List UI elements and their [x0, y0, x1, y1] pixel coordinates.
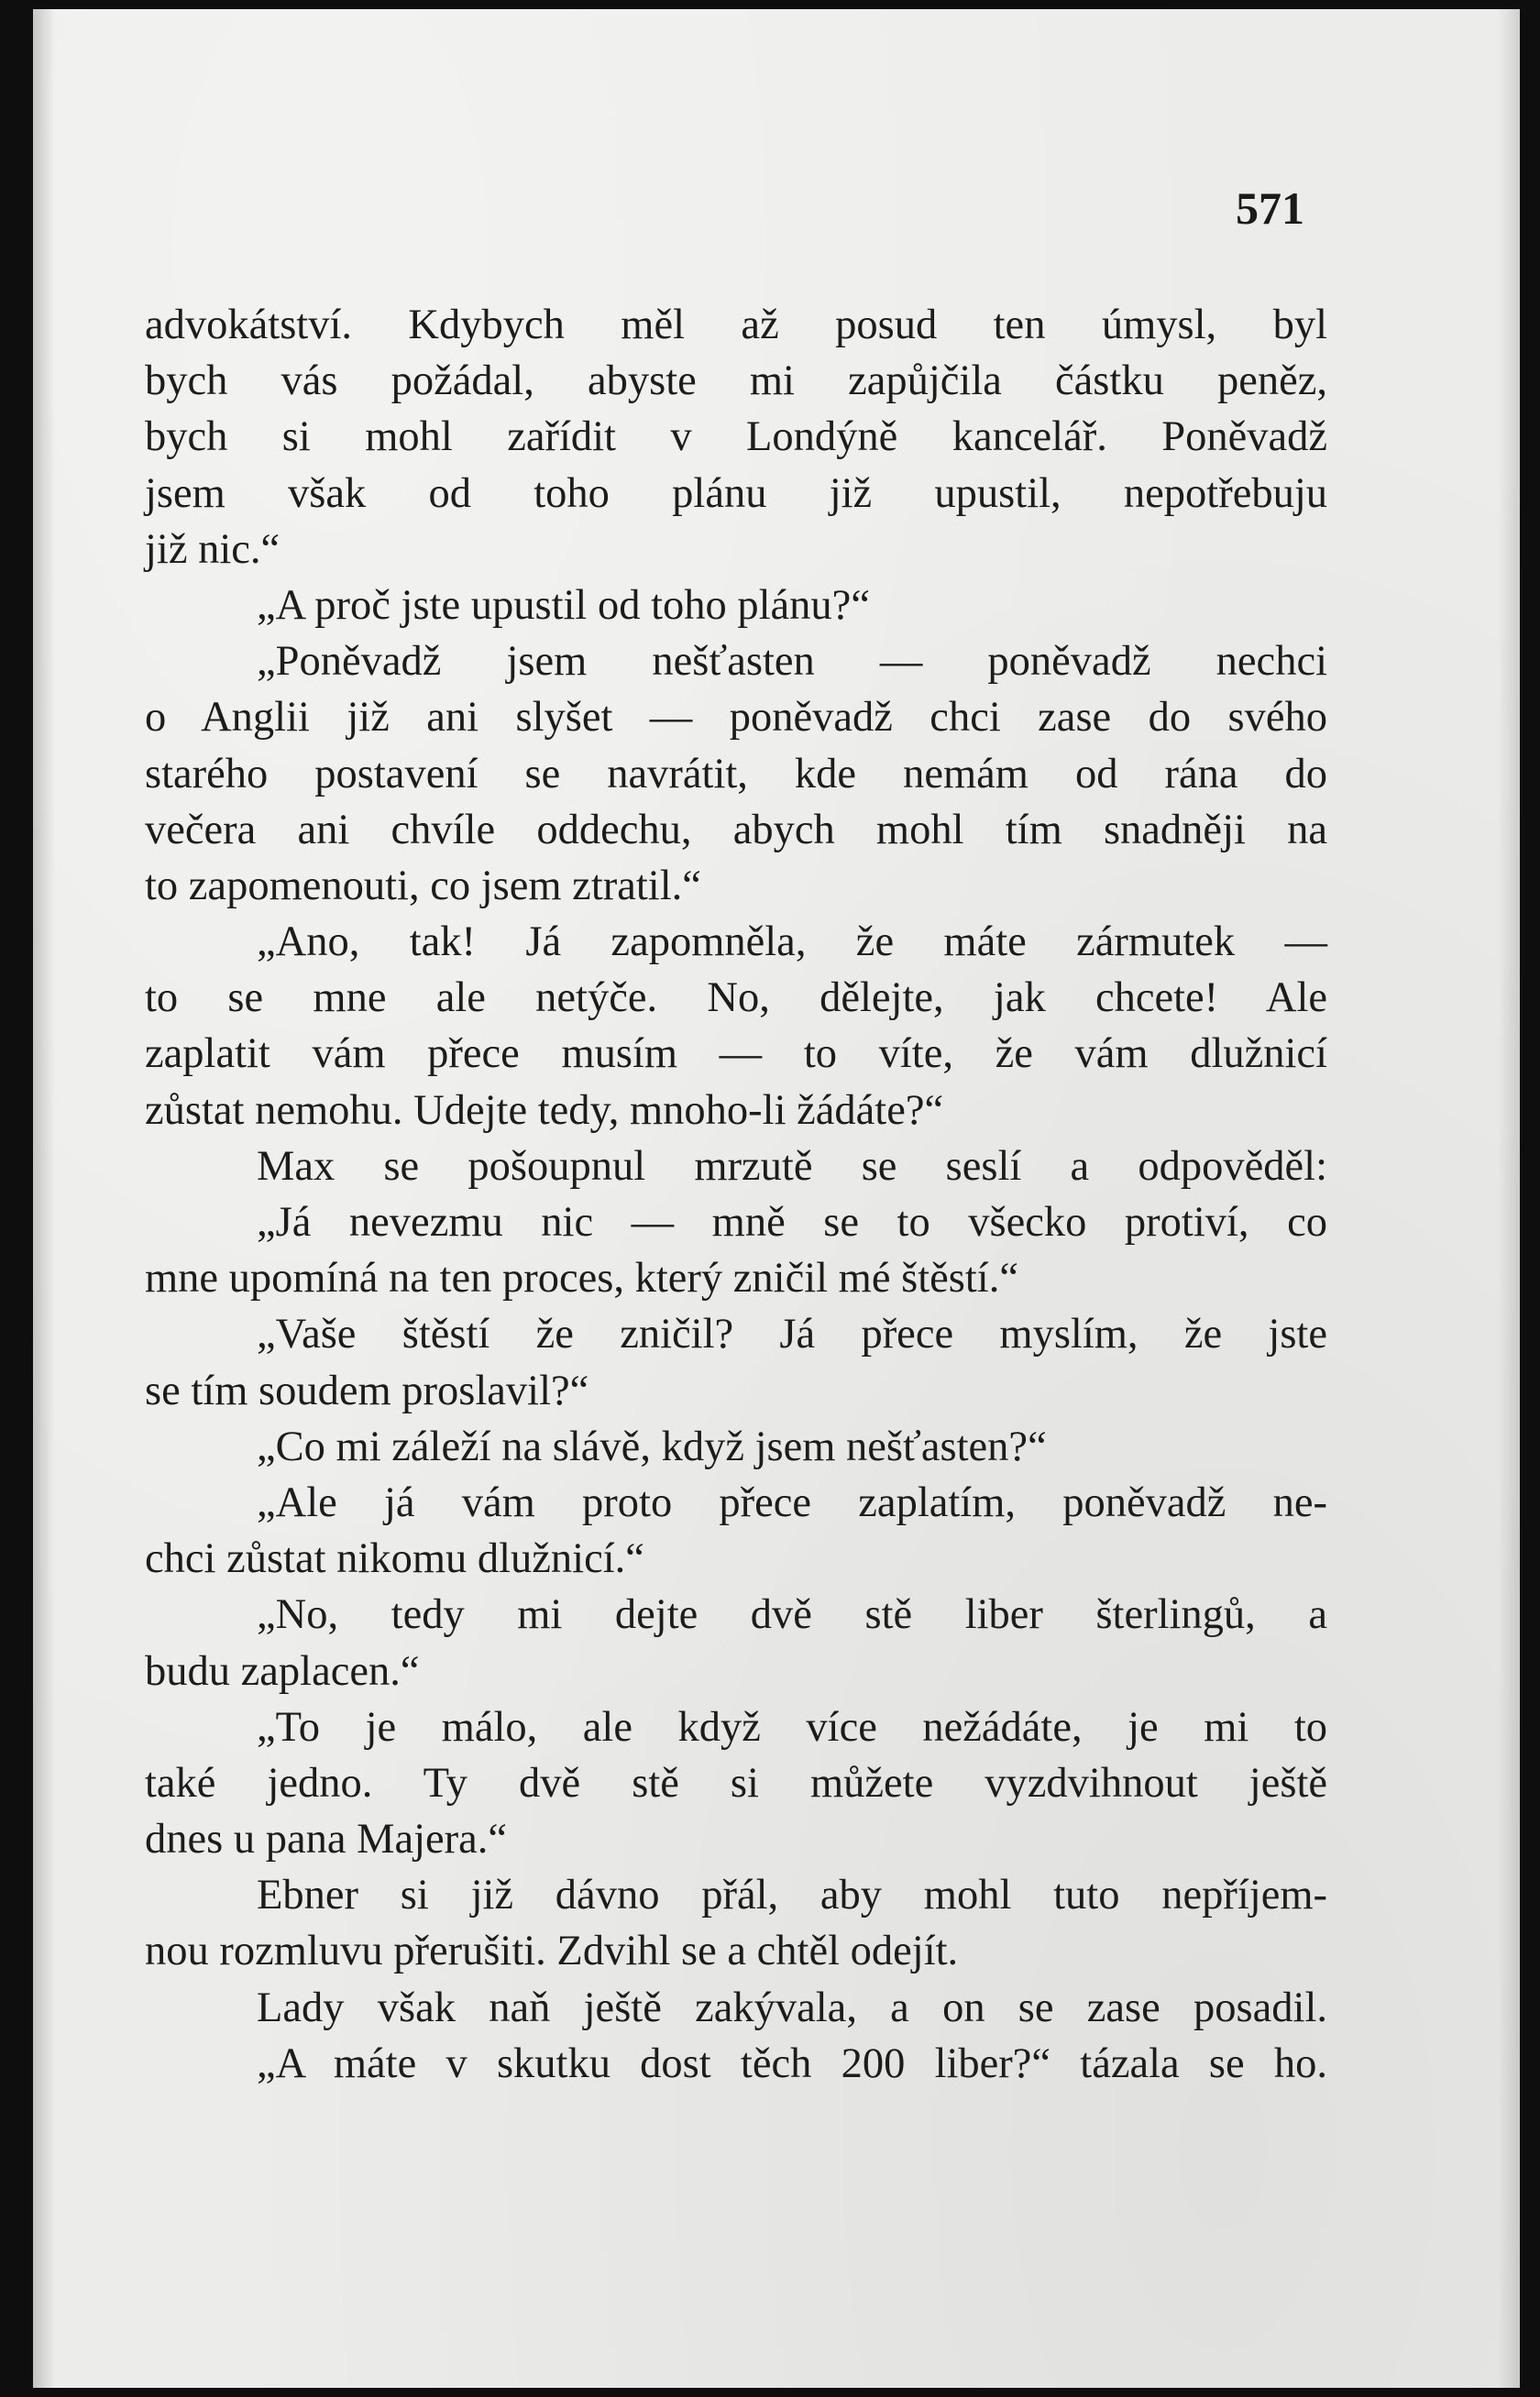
text-line: „A máte v skutku dost těch 200 liber?“ tázala se ho.	[257, 2040, 1327, 2087]
text-line: mne upomíná na ten proces, který zničil mé štěstí.“	[145, 1255, 1018, 1303]
book-page	[33, 9, 1520, 2388]
text-line: „To je málo, ale když více nežádáte, je mi to	[257, 1703, 1327, 1751]
text-line: se tím soudem proslavil?“	[145, 1367, 589, 1414]
text-line: „Vaše štěstí že zničil? Já přece myslím, že jste	[257, 1311, 1327, 1358]
text-line: „Ano, tak! Já zapomněla, že máte zármutek —	[257, 918, 1327, 966]
text-line: budu zaplacen.“	[145, 1647, 420, 1695]
text-line: jsem však od toho plánu již upustil, nepotřebuju	[145, 469, 1327, 517]
text-line: zaplatit vám přece musím — to víte, že vám dlužnicí	[145, 1030, 1327, 1078]
text-line: Lady však naň ještě zakývala, a on se zase posadil.	[257, 1984, 1327, 2031]
text-line: „No, tedy mi dejte dvě stě liber šterlingů, a	[257, 1591, 1327, 1639]
text-line: také jedno. Ty dvě stě si můžete vyzdvihnout ještě	[145, 1759, 1327, 1807]
text-line: o Anglii již ani slyšet — poněvadž chci zase do svého	[145, 694, 1327, 742]
text-line: „Poněvadž jsem nešťasten — poněvadž nechci	[257, 638, 1327, 686]
text-line: „Já nevezmu nic — mně se to všecko protiví, co	[257, 1199, 1327, 1246]
text-line: bych si mohl zařídit v Londýně kancelář. Poněvadž	[145, 413, 1327, 461]
page-number: 571	[1236, 182, 1304, 234]
text-line: zůstat nemohu. Udejte tedy, mnoho-li žádáte?“	[145, 1086, 944, 1134]
text-line: „Ale já vám proto přece zaplatím, poněvadž ne-	[257, 1479, 1327, 1526]
text-line: to zapomenouti, co jsem ztratil.“	[145, 862, 701, 909]
text-line: „A proč jste upustil od toho plánu?“	[257, 581, 870, 629]
text-line: dnes u pana Majera.“	[145, 1816, 508, 1864]
body-text	[145, 297, 1327, 2092]
text-line: „Co mi záleží na slávě, když jsem nešťasten?“	[257, 1423, 1047, 1470]
text-line: již nic.“	[145, 525, 280, 573]
text-line: starého postavení se navrátit, kde nemám od rána do	[145, 750, 1327, 797]
text-line: večera ani chvíle oddechu, abych mohl tím snadněji na	[145, 806, 1327, 853]
page-edge-shadow-left	[33, 9, 55, 2388]
page-edge-shadow-right	[1498, 9, 1520, 2388]
text-line: Max se pošoupnul mrzutě se seslí a odpověděl:	[257, 1142, 1327, 1190]
text-line: nou rozmluvu přerušiti. Zdvihl se a chtěl odejít.	[145, 1928, 959, 1975]
text-line: to se mne ale netýče. No, dělejte, jak chcete! Ale	[145, 974, 1327, 1022]
text-line: advokátství. Kdybych měl až posud ten úmysl, byl	[145, 302, 1327, 348]
text-line: Ebner si již dávno přál, aby mohl tuto nepříjem-	[257, 1872, 1327, 1919]
text-line: bych vás požádal, abyste mi zapůjčila částku peněz,	[145, 357, 1327, 405]
text-line: chci zůstat nikomu dlužnicí.“	[145, 1535, 644, 1583]
